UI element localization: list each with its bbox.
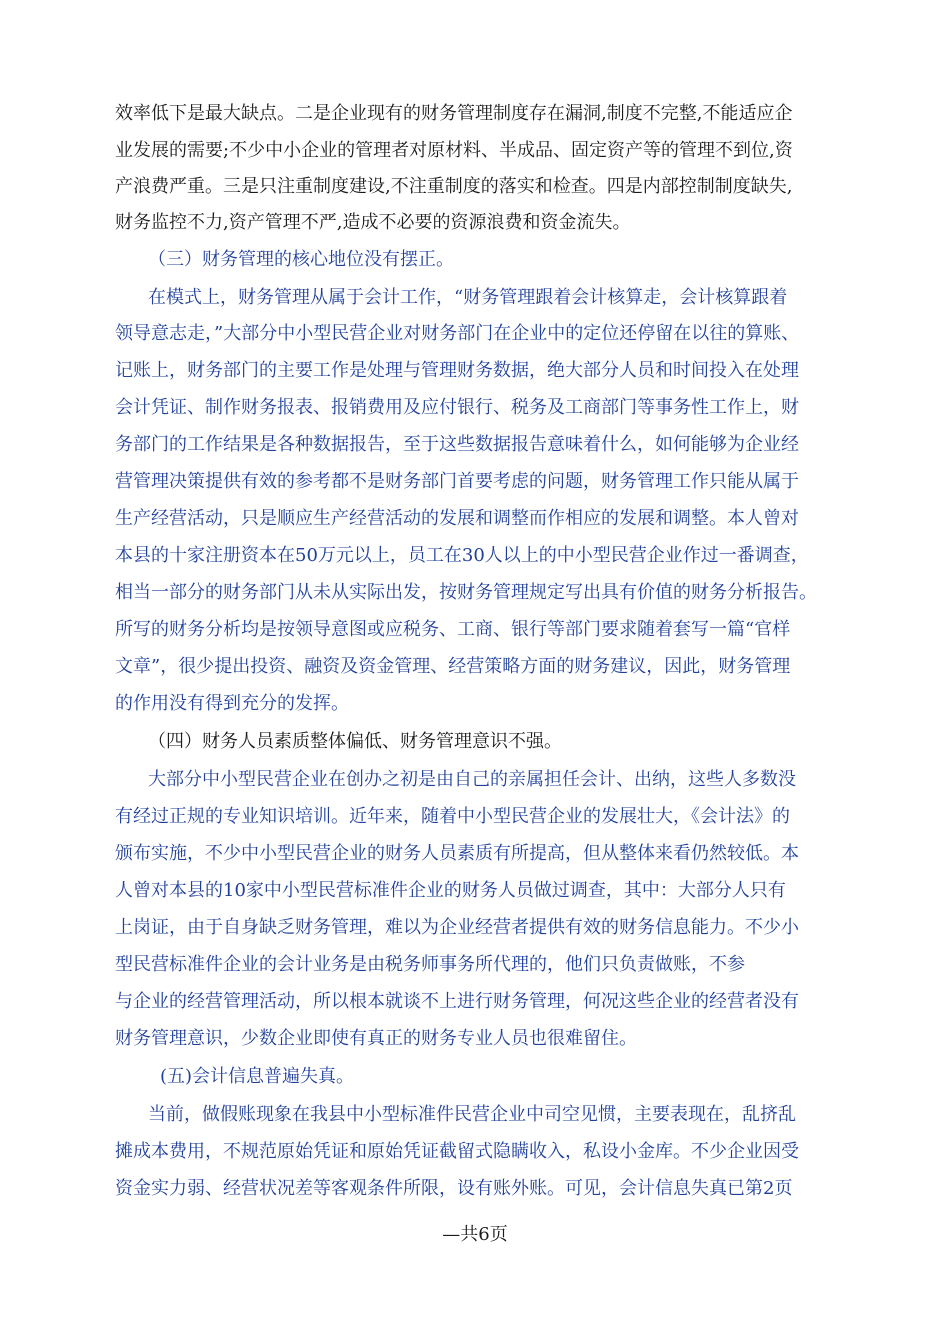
para4-line: 摊成本费用，不规范原始凭证和原始凭证截留式隐瞒收入，私设小金库。不少企业因受: [115, 1141, 799, 1162]
page-footer: —共6页: [442, 1224, 508, 1245]
para2-line: 领导意志走，”大部分中小型民营企业对财务部门在企业中的定位还停留在以往的算账、: [115, 323, 800, 344]
para1-line: 产浪费严重。三是只注重制度建设,不注重制度的落实和检查。四是内部控制制度缺失,: [115, 176, 793, 197]
section-heading-5: (五)会计信息普遍失真。: [160, 1066, 355, 1087]
para2-line: 会计凭证、制作财务报表、报销费用及应付银行、税务及工商部门等事务性工作上，财: [115, 397, 799, 418]
para3-line: 与企业的经营管理活动，所以根本就谈不上进行财务管理，何况这些企业的经营者没有: [115, 991, 799, 1012]
para3-line: 大部分中小型民营企业在创办之初是由自己的亲属担任会计、出纳，这些人多数没: [148, 769, 796, 790]
para3-line: 有经过正规的专业知识培训。近年来，随着中小型民营企业的发展壮大，《会计法》的: [115, 806, 790, 827]
para3-line: 财务管理意识，少数企业即使有真正的财务专业人员也很难留住。: [115, 1028, 637, 1049]
para3-line: 上岗证，由于自身缺乏财务管理，难以为企业经营者提供有效的财务信息能力。不少小: [115, 917, 799, 938]
para1-line: 财务监控不力,资产管理不严,造成不必要的资源浪费和资金流失。: [115, 212, 631, 233]
para1-line: 业发展的需要;不少中小企业的管理者对原材料、半成品、固定资产等的管理不到位,资: [115, 140, 793, 161]
para1-line: 效率低下是最大缺点。二是企业现有的财务管理制度存在漏洞,制度不完整,不能适应企: [115, 103, 793, 124]
para2-line: 务部门的工作结果是各种数据报告，至于这些数据报告意味着什么，如何能够为企业经: [115, 434, 799, 455]
para2-line: 营管理决策提供有效的参考都不是财务部门首要考虑的问题，财务管理工作只能从属于: [115, 471, 799, 492]
para2-line: 记账上，财务部门的主要工作是处理与管理财务数据，绝大部分人员和时间投入在处理: [115, 360, 799, 381]
para2-line: 所写的财务分析均是按领导意图或应税务、工商、银行等部门要求随着套写一篇“官样: [115, 619, 791, 640]
para4-line: 当前，做假账现象在我县中小型标准件民营企业中司空见惯，主要表现在，乱挤乱: [148, 1104, 796, 1125]
para2-line: 本县的十家注册资本在50万元以上，员工在30人以上的中小型民营企业作过一番调查，: [115, 545, 809, 566]
para3-line: 人曾对本县的10家中小型民营标准件企业的财务人员做过调查，其中：大部分人只有: [115, 880, 786, 901]
para4-line: 资金实力弱、经营状况差等客观条件所限，设有账外账。可见，会计信息失真已第2页: [115, 1178, 793, 1199]
para2-line: 生产经营活动，只是顺应生产经营活动的发展和调整而作相应的发展和调整。本人曾对: [115, 508, 799, 529]
section-heading-4: （四）财务人员素质整体偏低、财务管理意识不强。: [148, 731, 562, 752]
para2-line: 在模式上，财务管理从属于会计工作，“财务管理跟着会计核算走，会计核算跟着: [148, 287, 788, 308]
para2-line: 的作用没有得到充分的发挥。: [115, 693, 349, 714]
para3-line: 型民营标准件企业的会计业务是由税务师事务所代理的，他们只负责做账，不参: [115, 954, 745, 975]
para2-line: 相当一部分的财务部门从未从实际出发，按财务管理规定写出具有价值的财务分析报告。: [115, 582, 817, 603]
para2-line: 文章”，很少提出投资、融资及资金管理、经营策略方面的财务建议，因此，财务管理: [115, 656, 791, 677]
para3-line: 颁布实施，不少中小型民营企业的财务人员素质有所提高，但从整体来看仍然较低。本: [115, 843, 799, 864]
section-heading-3: （三）财务管理的核心地位没有摆正。: [148, 249, 454, 270]
